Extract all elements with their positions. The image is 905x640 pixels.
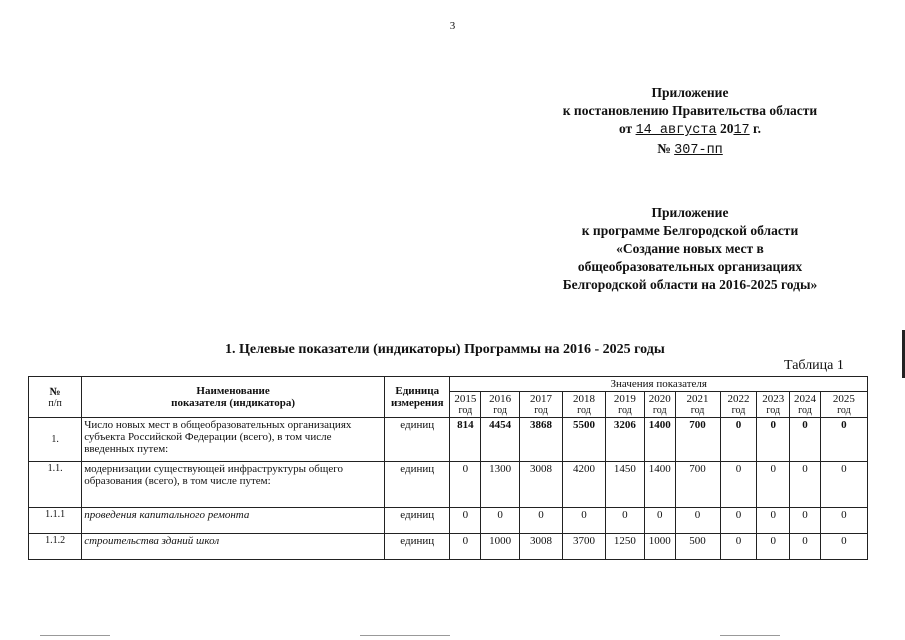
row-value-2022: 0 bbox=[720, 534, 757, 560]
row-value-2019: 3206 bbox=[605, 418, 644, 462]
row-value-2021: 0 bbox=[675, 508, 720, 534]
row-value-2024: 0 bbox=[790, 418, 821, 462]
row-value-2016: 4454 bbox=[481, 418, 520, 462]
header-year-word: год bbox=[618, 405, 632, 416]
appendix-decree-line2: к постановлению Правительства области bbox=[562, 103, 818, 118]
row-value-2015: 0 bbox=[450, 508, 481, 534]
table-row bbox=[29, 418, 868, 462]
row-value-2020: 1400 bbox=[644, 462, 675, 508]
number-value: 307-пп bbox=[674, 143, 723, 158]
row-number: 1.1. bbox=[29, 462, 82, 508]
row-value-2022: 0 bbox=[720, 508, 757, 534]
header-year-value: 2023 bbox=[762, 393, 785, 405]
row-value-2016: 1000 bbox=[481, 534, 520, 560]
row-number: 1.1.1 bbox=[29, 508, 82, 534]
header-year-word: год bbox=[837, 405, 851, 416]
row-value-2024: 0 bbox=[790, 462, 821, 508]
row-value-2017: 0 bbox=[520, 508, 563, 534]
row-value-2022: 0 bbox=[720, 462, 757, 508]
row-value-2020: 1000 bbox=[644, 534, 675, 560]
header-values-title: Значения показателя bbox=[450, 377, 868, 392]
table-row bbox=[29, 508, 868, 534]
appendix-decree-date bbox=[540, 120, 840, 140]
row-value-2025: 0 bbox=[820, 534, 867, 560]
header-year-value: 2018 bbox=[573, 393, 595, 405]
header-year-word: год bbox=[493, 405, 507, 416]
header-year-2025 bbox=[820, 392, 867, 418]
row-indicator-name: Число новых мест в общеобразовательных организациях субъекта Российской Федерации (всего), в том числе введенных путем: bbox=[82, 418, 385, 462]
header-name bbox=[82, 377, 385, 418]
row-value-2023: 0 bbox=[757, 508, 790, 534]
row-indicator-name: проведения капитального ремонта bbox=[82, 508, 385, 534]
header-year-value: 2017 bbox=[530, 393, 553, 405]
header-year-value: 2019 bbox=[613, 393, 636, 405]
appendix-program-title: Приложение bbox=[651, 205, 729, 220]
row-value-2023: 0 bbox=[757, 462, 790, 508]
row-value-2015: 0 bbox=[450, 534, 481, 560]
row-value-2018: 4200 bbox=[563, 462, 606, 508]
row-unit: единиц bbox=[385, 534, 450, 560]
date-prefix: от bbox=[618, 121, 633, 136]
header-num-line1: № bbox=[49, 385, 61, 398]
appendix-program-line4: общеобразовательных организациях bbox=[577, 259, 803, 274]
row-indicator-name: строительства зданий школ bbox=[82, 534, 385, 560]
header-year-2023 bbox=[757, 392, 790, 418]
year-unit: г. bbox=[753, 121, 762, 136]
row-value-2019: 1250 bbox=[605, 534, 644, 560]
row-value-2025: 0 bbox=[820, 462, 867, 508]
header-num bbox=[29, 377, 82, 418]
footer-rule-left bbox=[40, 635, 110, 636]
header-year-2022 bbox=[720, 392, 757, 418]
appendix-program-line5: Белгородской области на 2016-2025 годы» bbox=[562, 277, 818, 292]
header-year-value: 2024 bbox=[793, 393, 816, 405]
row-value-2021: 500 bbox=[675, 534, 720, 560]
header-year-word: год bbox=[458, 405, 473, 416]
row-value-2021: 700 bbox=[675, 418, 720, 462]
row-value-2025: 0 bbox=[820, 508, 867, 534]
header-year-word: год bbox=[652, 405, 667, 416]
row-value-2019: 1450 bbox=[605, 462, 644, 508]
row-value-2020: 0 bbox=[644, 508, 675, 534]
header-year-2020 bbox=[644, 392, 675, 418]
header-year-2017 bbox=[520, 392, 563, 418]
row-value-2023: 0 bbox=[757, 418, 790, 462]
footer-rule-center bbox=[360, 635, 450, 636]
row-value-2025: 0 bbox=[820, 418, 867, 462]
row-unit: единиц bbox=[385, 462, 450, 508]
section-title: 1. Целевые показатели (индикаторы) Программы на 2016 - 2025 годы bbox=[225, 342, 665, 357]
row-value-2021: 700 bbox=[675, 462, 720, 508]
header-year-value: 2021 bbox=[686, 393, 709, 405]
appendix-decree-title: Приложение bbox=[651, 85, 729, 100]
header-year-2018 bbox=[563, 392, 606, 418]
page-number: 3 bbox=[449, 20, 456, 32]
header-unit-line2: измерения bbox=[390, 397, 444, 409]
row-value-2024: 0 bbox=[790, 534, 821, 560]
row-value-2018: 0 bbox=[563, 508, 606, 534]
row-value-2015: 0 bbox=[450, 462, 481, 508]
header-year-word: год bbox=[798, 405, 812, 416]
header-year-value: 2016 bbox=[489, 393, 512, 405]
appendix-decree-block bbox=[540, 84, 840, 160]
row-value-2017: 3008 bbox=[520, 462, 563, 508]
header-year-word: год bbox=[690, 405, 705, 416]
header-year-value: 2020 bbox=[648, 393, 671, 405]
table-body bbox=[29, 418, 868, 560]
table-row bbox=[29, 534, 868, 560]
header-year-2021 bbox=[675, 392, 720, 418]
header-year-2019 bbox=[605, 392, 644, 418]
row-value-2017: 3008 bbox=[520, 534, 563, 560]
row-value-2016: 0 bbox=[481, 508, 520, 534]
appendix-program-block bbox=[520, 204, 860, 294]
header-unit bbox=[385, 377, 450, 418]
year-suffix: 17 bbox=[733, 123, 750, 138]
header-name-line1: Наименование bbox=[196, 385, 270, 397]
header-year-word: год bbox=[731, 405, 746, 416]
header-year-word: год bbox=[766, 405, 781, 416]
header-year-2015 bbox=[450, 392, 481, 418]
header-name-line2: показателя (индикатора) bbox=[171, 397, 296, 409]
row-unit: единиц bbox=[385, 418, 450, 462]
header-unit-line1: Единица bbox=[395, 385, 440, 397]
date-value: 14 августа bbox=[635, 123, 717, 138]
row-value-2019: 0 bbox=[605, 508, 644, 534]
table-row bbox=[29, 462, 868, 508]
table-label: Таблица 1 bbox=[784, 358, 844, 373]
row-number: 1. bbox=[29, 418, 82, 462]
row-value-2017: 3868 bbox=[520, 418, 563, 462]
row-value-2022: 0 bbox=[720, 418, 757, 462]
header-year-value: 2015 bbox=[454, 393, 477, 405]
row-number: 1.1.2 bbox=[29, 534, 82, 560]
header-year-word: год bbox=[577, 405, 591, 416]
indicators-table bbox=[28, 376, 868, 560]
header-year-2024 bbox=[790, 392, 821, 418]
appendix-decree-number bbox=[540, 140, 840, 160]
row-value-2024: 0 bbox=[790, 508, 821, 534]
row-value-2018: 3700 bbox=[563, 534, 606, 560]
header-year-value: 2022 bbox=[727, 393, 750, 405]
header-year-word: год bbox=[534, 405, 548, 416]
row-unit: единиц bbox=[385, 508, 450, 534]
row-value-2020: 1400 bbox=[644, 418, 675, 462]
row-value-2023: 0 bbox=[757, 534, 790, 560]
row-indicator-name: модернизации существующей инфраструктуры общего образования (всего), в том числе путем: bbox=[82, 462, 385, 508]
header-year-2016 bbox=[481, 392, 520, 418]
header-year-value: 2025 bbox=[832, 393, 855, 405]
header-num-line2: п/п bbox=[48, 397, 62, 409]
appendix-program-line2: к программе Белгородской области bbox=[581, 223, 799, 238]
appendix-program-line3: «Создание новых мест в bbox=[616, 241, 764, 256]
row-value-2015: 814 bbox=[450, 418, 481, 462]
row-value-2016: 1300 bbox=[481, 462, 520, 508]
row-value-2018: 5500 bbox=[563, 418, 606, 462]
year-prefix: 20 bbox=[719, 121, 734, 136]
number-prefix: № bbox=[657, 141, 671, 156]
footer-rule-right bbox=[720, 635, 780, 636]
